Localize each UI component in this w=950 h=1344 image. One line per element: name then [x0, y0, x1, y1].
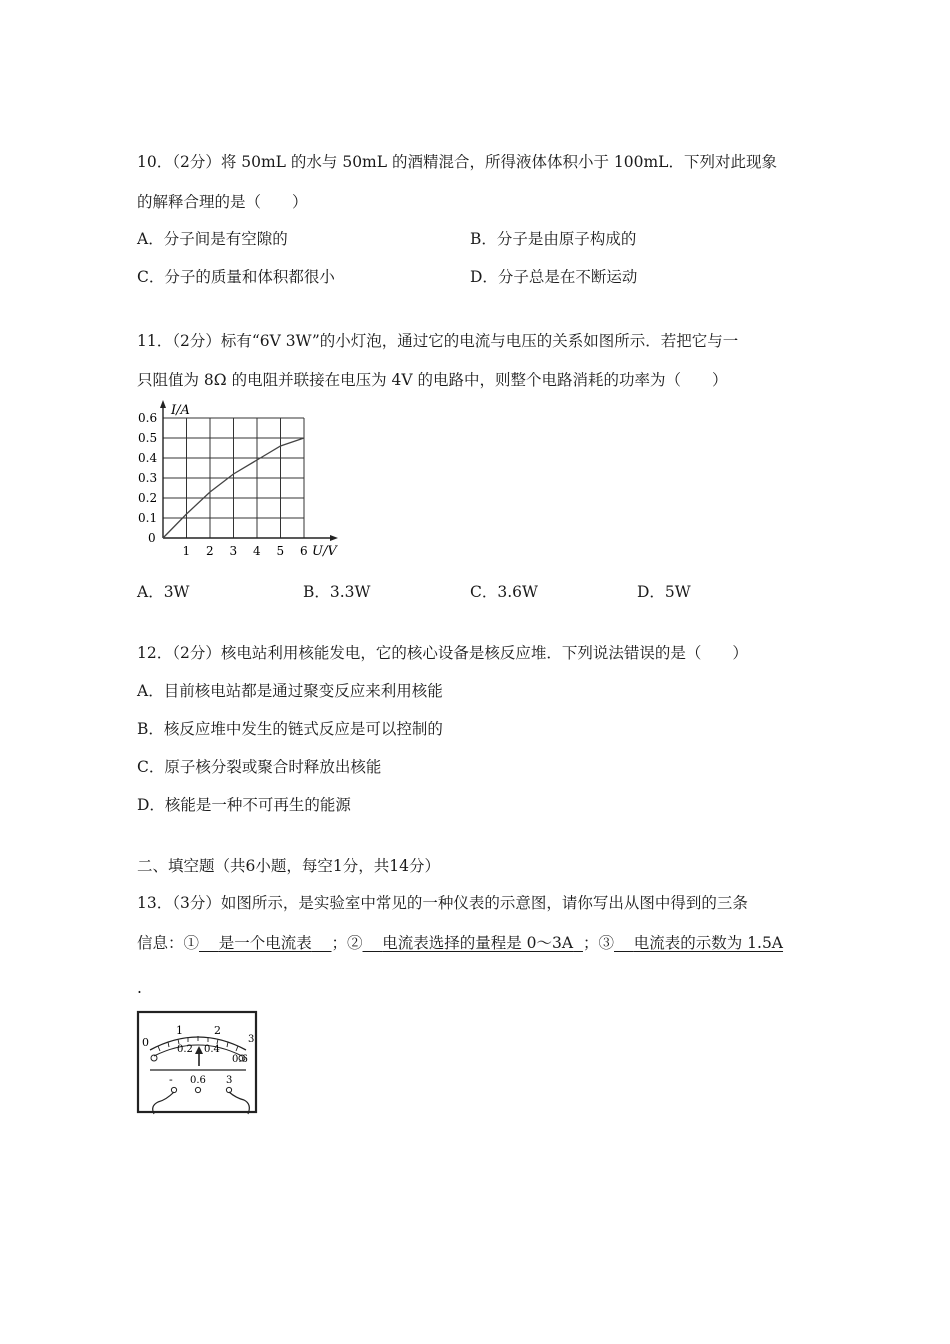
q11-option-c: C．3.6W	[470, 583, 538, 601]
q13-answer-2	[363, 934, 583, 952]
ammeter-terminal-06	[195, 1087, 200, 1092]
ammeter-figure	[136, 1010, 260, 1120]
x-tick-label-5: 5	[276, 544, 285, 558]
q10-stem-line2: 的解释合理的是（ ）	[137, 193, 308, 211]
q10-option-a: A．分子间是有空隙的	[137, 230, 288, 248]
q12-option-a: A．目前核电站都是通过聚变反应来利用核能	[137, 682, 443, 700]
y-axis-label: I/A	[171, 403, 190, 418]
q13-separator-1: ；②	[331, 934, 363, 952]
ammeter-upper-label-3: 3	[248, 1034, 255, 1045]
ammeter-terminal-label-3: 3	[226, 1075, 233, 1086]
q13-answer-line	[137, 933, 783, 953]
ammeter-wire-left	[153, 1092, 174, 1114]
q11-stem-line2: 只阻值为 8Ω 的电阻并联接在电压为 4V 的电路中，则整个电路消耗的功率为（ ）	[137, 371, 728, 389]
y-axis-arrow	[160, 400, 166, 408]
x-tick-label-2: 2	[206, 544, 214, 558]
x-tick-label-6: 6	[300, 544, 308, 558]
q12-option-c: C．原子核分裂或聚合时释放出核能	[137, 758, 382, 776]
y-tick-label-0.5: 0.5	[138, 431, 158, 445]
ammeter-upper-label-2: 2	[214, 1024, 221, 1037]
q13-answer-1-text: 是一个电流表	[218, 934, 312, 952]
ammeter-terminal-neg	[171, 1087, 176, 1092]
q13-separator-2: ；③	[582, 934, 614, 952]
y-tick-label-0.2: 0.2	[138, 491, 158, 505]
ammeter-terminal-3	[226, 1087, 231, 1092]
q12-option-b: B．核反应堆中发生的链式反应是可以控制的	[137, 720, 443, 738]
x-tick-label-1: 1	[182, 544, 191, 558]
q10-option-b: B．分子是由原子构成的	[470, 230, 637, 248]
q13-stem: 13．（3分）如图所示，是实验室中常见的一种仪表的示意图，请你写出从图中得到的三条	[137, 894, 748, 912]
iv-chart	[130, 398, 350, 563]
q13-answer-2-text: 电流表选择的量程是 0～3A	[382, 934, 574, 952]
q10-option-d: D．分子总是在不断运动	[470, 268, 638, 286]
q11-option-d: D．5W	[637, 583, 691, 601]
ammeter-upper-label-1: 1	[176, 1024, 183, 1037]
q11-option-b: B．3.3W	[303, 583, 371, 601]
y-tick-label-0.1: 0.1	[138, 511, 158, 525]
q10-option-c: C．分子的质量和体积都很小	[137, 268, 335, 286]
ammeter-needle-tip	[195, 1046, 203, 1054]
ammeter-lower-label-2: 0.6	[232, 1054, 248, 1065]
q13-answer-3-text: 电流表的示数为 1.5A	[633, 934, 784, 952]
q13-answer-3	[614, 934, 783, 952]
origin-label: 0	[148, 531, 156, 545]
ammeter-upper-label-0: 0	[142, 1036, 149, 1049]
y-tick-label-0.4: 0.4	[138, 451, 158, 465]
ammeter-lower-label-0: 0.2	[177, 1044, 193, 1055]
x-axis-label: U/V	[312, 544, 337, 559]
q11-option-a: A．3W	[137, 583, 190, 601]
section-heading: 二、填空题（共6小题，每空1分，共14分）	[137, 857, 440, 875]
ammeter-wire-right	[229, 1092, 249, 1114]
ammeter-terminal-label-neg: -	[169, 1073, 173, 1086]
q13-answer-1	[199, 934, 331, 952]
ammeter-terminal-label-06: 0.6	[190, 1075, 206, 1086]
q13-prefix: 信息：①	[137, 934, 200, 952]
x-tick-label-4: 4	[253, 544, 261, 558]
q13-period: .	[137, 979, 142, 997]
x-axis-arrow	[330, 535, 338, 541]
q12-option-d: D．核能是一种不可再生的能源	[137, 796, 351, 814]
y-tick-label-0.6: 0.6	[138, 411, 158, 425]
q12-stem: 12．（2分）核电站利用核能发电，它的核心设备是核反应堆．下列说法错误的是（ ）	[137, 644, 748, 662]
x-tick-label-3: 3	[229, 544, 238, 558]
q10-stem-line1: 10．（2分）将 50mL 的水与 50mL 的酒精混合，所得液体体积小于 100mL．下列对此现象	[137, 153, 777, 171]
y-tick-label-0.3: 0.3	[138, 471, 158, 485]
ammeter-lower-label-1: 0.4	[204, 1044, 220, 1055]
q11-stem-line1: 11．（2分）标有“6V 3W”的小灯泡，通过它的电流与电压的关系如图所示．若把它与一	[137, 332, 739, 350]
